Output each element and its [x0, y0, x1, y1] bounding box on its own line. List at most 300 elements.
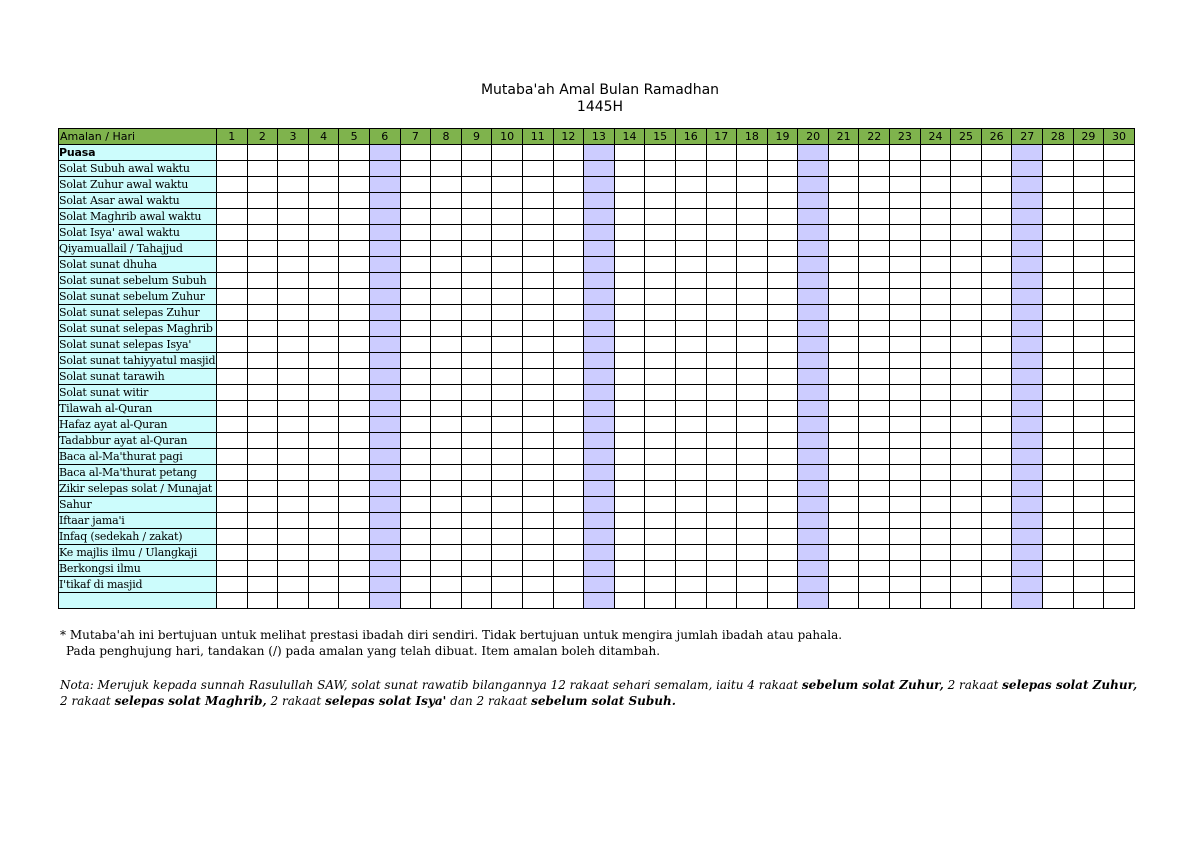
check-cell[interactable] [584, 273, 615, 289]
check-cell[interactable] [706, 529, 737, 545]
check-cell[interactable] [431, 593, 462, 609]
check-cell[interactable] [767, 337, 798, 353]
check-cell[interactable] [369, 481, 400, 497]
check-cell[interactable] [675, 449, 706, 465]
check-cell[interactable] [217, 481, 248, 497]
check-cell[interactable] [369, 273, 400, 289]
check-cell[interactable] [308, 577, 339, 593]
check-cell[interactable] [339, 385, 370, 401]
check-cell[interactable] [951, 577, 982, 593]
check-cell[interactable] [706, 545, 737, 561]
check-cell[interactable] [737, 417, 768, 433]
check-cell[interactable] [981, 273, 1012, 289]
check-cell[interactable] [614, 353, 645, 369]
check-cell[interactable] [675, 513, 706, 529]
check-cell[interactable] [369, 417, 400, 433]
check-cell[interactable] [981, 545, 1012, 561]
check-cell[interactable] [369, 145, 400, 161]
check-cell[interactable] [217, 513, 248, 529]
check-cell[interactable] [1073, 513, 1104, 529]
check-cell[interactable] [859, 593, 890, 609]
check-cell[interactable] [951, 417, 982, 433]
check-cell[interactable] [675, 433, 706, 449]
check-cell[interactable] [1073, 561, 1104, 577]
check-cell[interactable] [217, 305, 248, 321]
check-cell[interactable] [400, 161, 431, 177]
check-cell[interactable] [247, 225, 278, 241]
check-cell[interactable] [308, 561, 339, 577]
check-cell[interactable] [1043, 257, 1074, 273]
check-cell[interactable] [828, 289, 859, 305]
check-cell[interactable] [492, 465, 523, 481]
check-cell[interactable] [1043, 385, 1074, 401]
check-cell[interactable] [767, 513, 798, 529]
check-cell[interactable] [492, 305, 523, 321]
check-cell[interactable] [278, 225, 309, 241]
check-cell[interactable] [247, 577, 278, 593]
check-cell[interactable] [1104, 321, 1135, 337]
check-cell[interactable] [247, 177, 278, 193]
check-cell[interactable] [859, 465, 890, 481]
check-cell[interactable] [522, 289, 553, 305]
check-cell[interactable] [706, 321, 737, 337]
check-cell[interactable] [951, 209, 982, 225]
check-cell[interactable] [981, 513, 1012, 529]
check-cell[interactable] [278, 513, 309, 529]
check-cell[interactable] [247, 529, 278, 545]
check-cell[interactable] [308, 177, 339, 193]
check-cell[interactable] [828, 353, 859, 369]
check-cell[interactable] [951, 257, 982, 273]
check-cell[interactable] [1073, 433, 1104, 449]
check-cell[interactable] [369, 321, 400, 337]
check-cell[interactable] [584, 161, 615, 177]
check-cell[interactable] [920, 321, 951, 337]
check-cell[interactable] [1043, 145, 1074, 161]
check-cell[interactable] [492, 225, 523, 241]
check-cell[interactable] [308, 593, 339, 609]
check-cell[interactable] [859, 401, 890, 417]
check-cell[interactable] [308, 369, 339, 385]
check-cell[interactable] [369, 529, 400, 545]
check-cell[interactable] [553, 193, 584, 209]
check-cell[interactable] [553, 513, 584, 529]
check-cell[interactable] [798, 145, 829, 161]
check-cell[interactable] [706, 513, 737, 529]
check-cell[interactable] [431, 337, 462, 353]
check-cell[interactable] [1043, 161, 1074, 177]
check-cell[interactable] [1012, 177, 1043, 193]
check-cell[interactable] [737, 145, 768, 161]
check-cell[interactable] [1104, 353, 1135, 369]
check-cell[interactable] [828, 273, 859, 289]
check-cell[interactable] [1073, 369, 1104, 385]
check-cell[interactable] [675, 209, 706, 225]
check-cell[interactable] [553, 465, 584, 481]
check-cell[interactable] [461, 385, 492, 401]
check-cell[interactable] [981, 497, 1012, 513]
check-cell[interactable] [614, 257, 645, 273]
check-cell[interactable] [675, 417, 706, 433]
check-cell[interactable] [247, 417, 278, 433]
check-cell[interactable] [675, 225, 706, 241]
check-cell[interactable] [614, 321, 645, 337]
check-cell[interactable] [461, 561, 492, 577]
check-cell[interactable] [308, 481, 339, 497]
check-cell[interactable] [828, 529, 859, 545]
check-cell[interactable] [645, 561, 676, 577]
check-cell[interactable] [553, 289, 584, 305]
check-cell[interactable] [706, 593, 737, 609]
check-cell[interactable] [339, 593, 370, 609]
check-cell[interactable] [1073, 145, 1104, 161]
check-cell[interactable] [492, 577, 523, 593]
check-cell[interactable] [553, 561, 584, 577]
check-cell[interactable] [828, 385, 859, 401]
check-cell[interactable] [859, 289, 890, 305]
check-cell[interactable] [920, 305, 951, 321]
check-cell[interactable] [859, 577, 890, 593]
check-cell[interactable] [890, 177, 921, 193]
check-cell[interactable] [308, 161, 339, 177]
check-cell[interactable] [981, 481, 1012, 497]
check-cell[interactable] [553, 417, 584, 433]
check-cell[interactable] [1012, 433, 1043, 449]
check-cell[interactable] [553, 529, 584, 545]
check-cell[interactable] [461, 577, 492, 593]
check-cell[interactable] [675, 145, 706, 161]
check-cell[interactable] [339, 465, 370, 481]
check-cell[interactable] [951, 193, 982, 209]
check-cell[interactable] [645, 385, 676, 401]
check-cell[interactable] [247, 513, 278, 529]
check-cell[interactable] [859, 273, 890, 289]
check-cell[interactable] [431, 225, 462, 241]
check-cell[interactable] [584, 225, 615, 241]
check-cell[interactable] [614, 385, 645, 401]
check-cell[interactable] [431, 257, 462, 273]
check-cell[interactable] [675, 401, 706, 417]
check-cell[interactable] [1012, 305, 1043, 321]
check-cell[interactable] [431, 577, 462, 593]
check-cell[interactable] [645, 465, 676, 481]
check-cell[interactable] [951, 529, 982, 545]
check-cell[interactable] [369, 177, 400, 193]
check-cell[interactable] [1012, 337, 1043, 353]
check-cell[interactable] [522, 513, 553, 529]
check-cell[interactable] [308, 337, 339, 353]
check-cell[interactable] [767, 417, 798, 433]
check-cell[interactable] [400, 193, 431, 209]
check-cell[interactable] [339, 161, 370, 177]
check-cell[interactable] [645, 513, 676, 529]
check-cell[interactable] [492, 481, 523, 497]
check-cell[interactable] [1073, 273, 1104, 289]
check-cell[interactable] [859, 241, 890, 257]
check-cell[interactable] [584, 433, 615, 449]
check-cell[interactable] [217, 273, 248, 289]
check-cell[interactable] [247, 481, 278, 497]
check-cell[interactable] [859, 433, 890, 449]
check-cell[interactable] [1104, 273, 1135, 289]
check-cell[interactable] [1104, 417, 1135, 433]
check-cell[interactable] [217, 241, 248, 257]
check-cell[interactable] [675, 337, 706, 353]
check-cell[interactable] [920, 385, 951, 401]
check-cell[interactable] [981, 321, 1012, 337]
check-cell[interactable] [767, 193, 798, 209]
check-cell[interactable] [890, 321, 921, 337]
check-cell[interactable] [461, 417, 492, 433]
check-cell[interactable] [614, 145, 645, 161]
check-cell[interactable] [522, 321, 553, 337]
check-cell[interactable] [431, 161, 462, 177]
check-cell[interactable] [584, 593, 615, 609]
check-cell[interactable] [553, 593, 584, 609]
check-cell[interactable] [890, 561, 921, 577]
check-cell[interactable] [1104, 433, 1135, 449]
check-cell[interactable] [522, 385, 553, 401]
check-cell[interactable] [859, 321, 890, 337]
check-cell[interactable] [859, 305, 890, 321]
check-cell[interactable] [1073, 161, 1104, 177]
check-cell[interactable] [247, 385, 278, 401]
check-cell[interactable] [308, 385, 339, 401]
check-cell[interactable] [1073, 417, 1104, 433]
check-cell[interactable] [217, 289, 248, 305]
check-cell[interactable] [890, 481, 921, 497]
check-cell[interactable] [1012, 209, 1043, 225]
check-cell[interactable] [645, 369, 676, 385]
check-cell[interactable] [308, 353, 339, 369]
check-cell[interactable] [1012, 289, 1043, 305]
check-cell[interactable] [828, 481, 859, 497]
check-cell[interactable] [247, 257, 278, 273]
check-cell[interactable] [920, 193, 951, 209]
check-cell[interactable] [645, 401, 676, 417]
check-cell[interactable] [859, 337, 890, 353]
check-cell[interactable] [645, 241, 676, 257]
check-cell[interactable] [278, 577, 309, 593]
check-cell[interactable] [278, 161, 309, 177]
check-cell[interactable] [645, 449, 676, 465]
check-cell[interactable] [492, 369, 523, 385]
check-cell[interactable] [767, 145, 798, 161]
check-cell[interactable] [706, 161, 737, 177]
check-cell[interactable] [522, 449, 553, 465]
check-cell[interactable] [522, 417, 553, 433]
check-cell[interactable] [798, 385, 829, 401]
check-cell[interactable] [400, 465, 431, 481]
check-cell[interactable] [369, 289, 400, 305]
check-cell[interactable] [767, 481, 798, 497]
check-cell[interactable] [737, 209, 768, 225]
check-cell[interactable] [1073, 385, 1104, 401]
check-cell[interactable] [645, 337, 676, 353]
check-cell[interactable] [1104, 369, 1135, 385]
check-cell[interactable] [1012, 401, 1043, 417]
check-cell[interactable] [553, 545, 584, 561]
check-cell[interactable] [798, 545, 829, 561]
check-cell[interactable] [1104, 465, 1135, 481]
check-cell[interactable] [828, 513, 859, 529]
check-cell[interactable] [614, 465, 645, 481]
check-cell[interactable] [1073, 337, 1104, 353]
check-cell[interactable] [675, 161, 706, 177]
check-cell[interactable] [951, 273, 982, 289]
check-cell[interactable] [431, 193, 462, 209]
check-cell[interactable] [859, 225, 890, 241]
check-cell[interactable] [553, 577, 584, 593]
check-cell[interactable] [675, 257, 706, 273]
check-cell[interactable] [492, 145, 523, 161]
check-cell[interactable] [308, 273, 339, 289]
check-cell[interactable] [737, 593, 768, 609]
check-cell[interactable] [1012, 273, 1043, 289]
check-cell[interactable] [553, 321, 584, 337]
check-cell[interactable] [645, 481, 676, 497]
check-cell[interactable] [400, 257, 431, 273]
check-cell[interactable] [798, 401, 829, 417]
check-cell[interactable] [400, 353, 431, 369]
check-cell[interactable] [890, 225, 921, 241]
check-cell[interactable] [1012, 545, 1043, 561]
check-cell[interactable] [1043, 305, 1074, 321]
check-cell[interactable] [981, 193, 1012, 209]
check-cell[interactable] [706, 257, 737, 273]
check-cell[interactable] [614, 433, 645, 449]
check-cell[interactable] [1043, 337, 1074, 353]
check-cell[interactable] [1043, 513, 1074, 529]
check-cell[interactable] [890, 209, 921, 225]
check-cell[interactable] [920, 241, 951, 257]
check-cell[interactable] [1012, 593, 1043, 609]
check-cell[interactable] [522, 353, 553, 369]
check-cell[interactable] [614, 545, 645, 561]
check-cell[interactable] [1043, 369, 1074, 385]
check-cell[interactable] [737, 529, 768, 545]
check-cell[interactable] [798, 353, 829, 369]
check-cell[interactable] [767, 577, 798, 593]
check-cell[interactable] [920, 577, 951, 593]
check-cell[interactable] [798, 417, 829, 433]
check-cell[interactable] [706, 369, 737, 385]
check-cell[interactable] [981, 305, 1012, 321]
check-cell[interactable] [584, 177, 615, 193]
check-cell[interactable] [278, 257, 309, 273]
check-cell[interactable] [951, 177, 982, 193]
check-cell[interactable] [1073, 241, 1104, 257]
check-cell[interactable] [492, 241, 523, 257]
check-cell[interactable] [859, 193, 890, 209]
check-cell[interactable] [461, 321, 492, 337]
check-cell[interactable] [706, 385, 737, 401]
check-cell[interactable] [308, 257, 339, 273]
check-cell[interactable] [920, 529, 951, 545]
check-cell[interactable] [431, 529, 462, 545]
check-cell[interactable] [431, 353, 462, 369]
check-cell[interactable] [645, 257, 676, 273]
check-cell[interactable] [584, 289, 615, 305]
check-cell[interactable] [339, 305, 370, 321]
check-cell[interactable] [920, 353, 951, 369]
check-cell[interactable] [1073, 401, 1104, 417]
check-cell[interactable] [737, 561, 768, 577]
check-cell[interactable] [706, 577, 737, 593]
check-cell[interactable] [706, 193, 737, 209]
check-cell[interactable] [1073, 465, 1104, 481]
check-cell[interactable] [890, 193, 921, 209]
check-cell[interactable] [706, 177, 737, 193]
check-cell[interactable] [400, 321, 431, 337]
check-cell[interactable] [308, 225, 339, 241]
check-cell[interactable] [584, 321, 615, 337]
check-cell[interactable] [798, 369, 829, 385]
check-cell[interactable] [828, 417, 859, 433]
check-cell[interactable] [614, 289, 645, 305]
check-cell[interactable] [217, 529, 248, 545]
check-cell[interactable] [645, 305, 676, 321]
check-cell[interactable] [492, 257, 523, 273]
check-cell[interactable] [461, 481, 492, 497]
check-cell[interactable] [431, 497, 462, 513]
check-cell[interactable] [553, 401, 584, 417]
check-cell[interactable] [890, 513, 921, 529]
check-cell[interactable] [1012, 465, 1043, 481]
check-cell[interactable] [431, 449, 462, 465]
check-cell[interactable] [278, 465, 309, 481]
check-cell[interactable] [308, 417, 339, 433]
check-cell[interactable] [1073, 193, 1104, 209]
check-cell[interactable] [247, 145, 278, 161]
check-cell[interactable] [339, 353, 370, 369]
check-cell[interactable] [308, 209, 339, 225]
check-cell[interactable] [645, 417, 676, 433]
check-cell[interactable] [461, 241, 492, 257]
check-cell[interactable] [920, 465, 951, 481]
check-cell[interactable] [278, 481, 309, 497]
check-cell[interactable] [369, 353, 400, 369]
check-cell[interactable] [339, 369, 370, 385]
check-cell[interactable] [1012, 561, 1043, 577]
check-cell[interactable] [1043, 529, 1074, 545]
check-cell[interactable] [461, 305, 492, 321]
check-cell[interactable] [798, 225, 829, 241]
check-cell[interactable] [339, 449, 370, 465]
check-cell[interactable] [431, 369, 462, 385]
check-cell[interactable] [308, 241, 339, 257]
check-cell[interactable] [553, 337, 584, 353]
check-cell[interactable] [522, 161, 553, 177]
check-cell[interactable] [614, 161, 645, 177]
check-cell[interactable] [522, 209, 553, 225]
check-cell[interactable] [339, 513, 370, 529]
check-cell[interactable] [369, 257, 400, 273]
check-cell[interactable] [828, 577, 859, 593]
check-cell[interactable] [400, 385, 431, 401]
check-cell[interactable] [1012, 481, 1043, 497]
check-cell[interactable] [339, 273, 370, 289]
check-cell[interactable] [247, 401, 278, 417]
check-cell[interactable] [920, 225, 951, 241]
check-cell[interactable] [828, 465, 859, 481]
check-cell[interactable] [553, 369, 584, 385]
check-cell[interactable] [278, 289, 309, 305]
check-cell[interactable] [584, 513, 615, 529]
check-cell[interactable] [553, 145, 584, 161]
check-cell[interactable] [1104, 305, 1135, 321]
check-cell[interactable] [767, 545, 798, 561]
